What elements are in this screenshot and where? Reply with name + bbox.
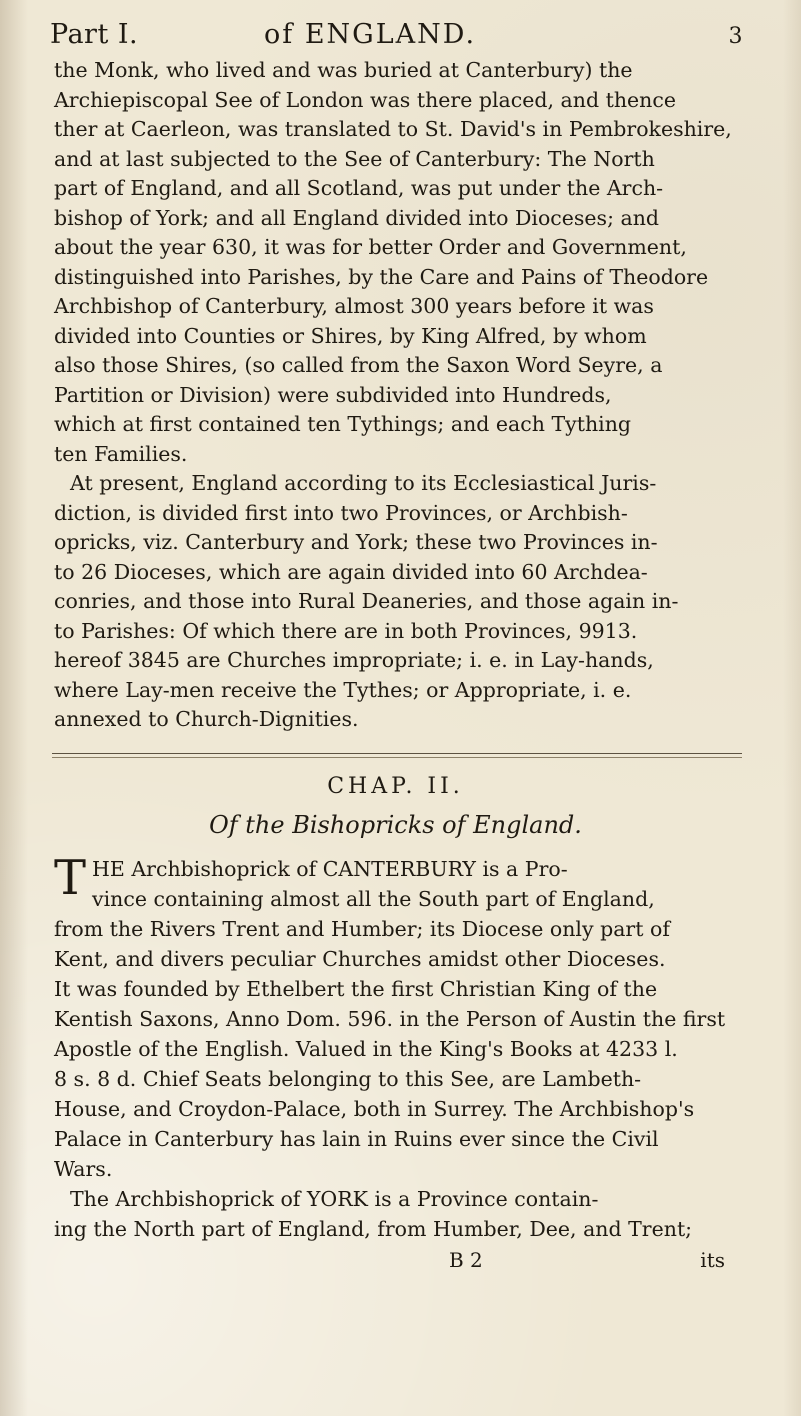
text-line: hereof 3845 are Churches impropriate; i. e. in Lay-hands, <box>54 648 654 672</box>
section-divider <box>52 753 742 758</box>
text-line: part of England, and all Scotland, was put under the Arch- <box>54 176 664 200</box>
text-line: HE Archbishoprick of CANTERBURY is a Pro- <box>92 856 568 881</box>
catchword: its <box>700 1247 725 1272</box>
chapter-heading: CHAP. II. <box>327 773 464 799</box>
text-line: to 26 Dioceses, which are again divided into 60 Archdea- <box>54 559 648 584</box>
text-line: ther at Caerleon, was translated to St. David's in Pembrokeshire, <box>54 117 732 141</box>
text-line: House, and Croydon-Palace, both in Surrey. The Archbishop's <box>54 1096 695 1121</box>
text-line: annexed to Church-Dignities. <box>54 707 359 731</box>
page-footer <box>54 1248 745 1278</box>
text-line: divided into Counties or Shires, by King Alfred, by whom <box>54 323 647 348</box>
text-line: about the year 630, it was for better Order and Government, <box>54 235 687 259</box>
drop-cap: T <box>54 849 87 906</box>
running-header-title: of ENGLAND. <box>264 19 477 50</box>
text-line: bishop of York; and all England divided into Dioceses; and <box>54 205 660 230</box>
text-line: Wars. <box>54 1156 113 1181</box>
text-line: Partition or Division) were subdivided into Hundreds, <box>54 382 612 407</box>
text-line: where Lay-men receive the Tythes; or Appropriate, i. e. <box>54 677 632 702</box>
text-line: 8 s. 8 d. Chief Seats belonging to this See, are Lambeth- <box>54 1066 642 1091</box>
text-line: conries, and those into Rural Deaneries, and those again in- <box>54 589 679 613</box>
chapter-title: Of the Bishopricks of England. <box>209 810 582 839</box>
text-line: diction, is divided first into two Provinces, or Archbish- <box>54 500 628 525</box>
page-edge <box>783 0 801 1416</box>
text-line: from the Rivers Trent and Humber; its Diocese only part of <box>54 916 670 941</box>
text-line: opricks, viz. Canterbury and York; these two Provinces in- <box>54 530 658 554</box>
text-line: to Parishes: Of which there are in both Provinces, 9913. <box>54 618 638 643</box>
text-line: It was founded by Ethelbert the first Christian King of the <box>54 976 658 1001</box>
text-line: Palace in Canterbury has lain in Ruins ever since the Civil <box>54 1126 659 1151</box>
signature-mark: B 2 <box>449 1247 483 1272</box>
text-line: At present, England according to its Ecclesiastical Juris- <box>70 471 657 495</box>
page-number: 3 <box>728 24 743 49</box>
text-line: and at last subjected to the See of Canterbury: The North <box>54 146 655 171</box>
running-header <box>46 18 745 52</box>
text-line: Kent, and divers peculiar Churches amidst other Dioceses. <box>54 946 666 971</box>
chapter-two-text <box>54 849 745 1244</box>
text-line: The Archbishoprick of YORK is a Province contain- <box>70 1186 599 1211</box>
text-line: ing the North part of England, from Humber, Dee, and Trent; <box>54 1216 693 1241</box>
text-line: Archbishop of Canterbury, almost 300 years before it was <box>54 294 654 318</box>
chapter-one-continuation <box>54 56 745 735</box>
running-header-part: Part I. <box>50 19 139 50</box>
text-line: ten Families. <box>54 441 188 466</box>
text-line: vince containing almost all the South part of England, <box>92 886 655 911</box>
text-line: distinguished into Parishes, by the Care and Pains of Theodore <box>54 264 709 289</box>
binding-shadow <box>0 0 28 1416</box>
text-line: which at first contained ten Tythings; and each Tything <box>54 412 632 436</box>
text-line: Archiepiscopal See of London was there placed, and thence <box>54 87 676 112</box>
text-line: the Monk, who lived and was buried at Canterbury) the <box>54 58 633 82</box>
text-line: Kentish Saxons, Anno Dom. 596. in the Person of Austin the first <box>54 1006 726 1031</box>
text-line: also those Shires, (so called from the Saxon Word Seyre, a <box>54 353 663 377</box>
text-line: Apostle of the English. Valued in the King's Books at 4233 l. <box>54 1036 678 1061</box>
